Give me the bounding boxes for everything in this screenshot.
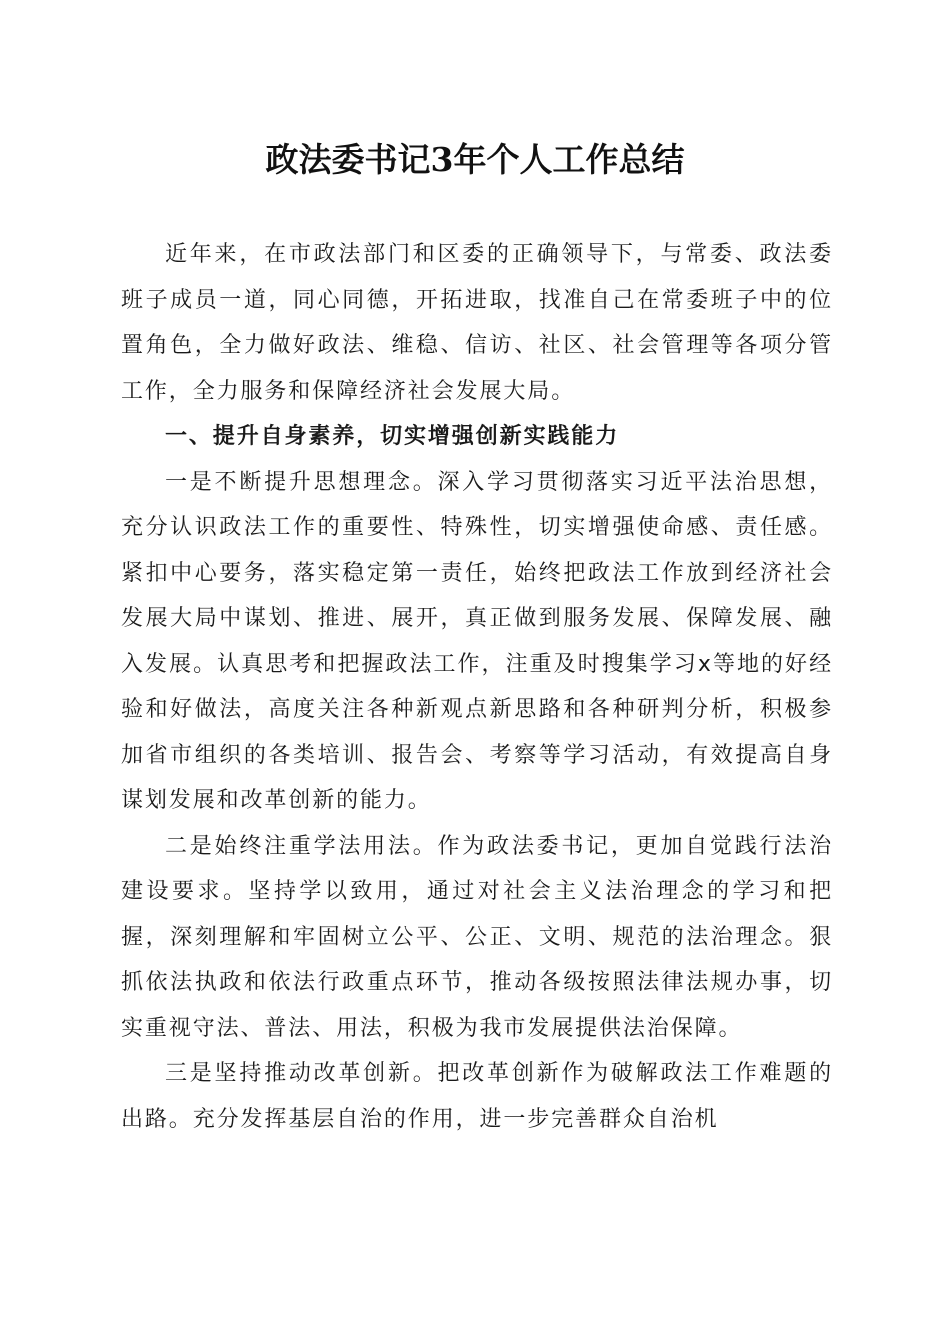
document-body [121, 232, 833, 1142]
section-heading: 一、提升自身素养，切实增强创新实践能力 [165, 424, 620, 449]
paragraph-2 [121, 824, 833, 1052]
paragraph-2-body: 作为政法委书记，更加自觉践行法治建设要求。坚持学以致用，通过对社会主义法治理念的学习和把握，深刻理解和牢固树立公平、公正、文明、规范的法治理念。狠抓依法执政和依法行政重点环节，推动各级按照法律法规办事，切实重视守法、普法、用法，积极为我市发展提供法治保障。 [121, 833, 833, 1041]
paragraph-1 [121, 460, 833, 824]
paragraph-1-body: 深入学习贯彻落实习近平法治思想，充分认识政法工作的重要性、特殊性，切实增强使命感、责任感。紧扣中心要务，落实稳定第一责任，始终把政法工作放到经济社会发展大局中谋划、推进、展开，真正做到服务发展、保障发展、融入发展。认真思考和把握政法工作，注重及时搜集学习x等地的好经验和好做法，高度关注各种新观点新思路和各种研判分析，积极参加省市组织的各类培训、报告会、考察等学习活动，有效提高自身谋划发展和改革创新的能力。 [121, 469, 833, 813]
paragraph-2-lead: 二是始终注重学法用法。 [165, 833, 438, 859]
paragraph-1-lead: 一是不断提升思想理念。 [165, 469, 438, 495]
paragraph-3-body: 把改革创新作为破解政法工作难题的出路。充分发挥基层自治的作用，进一步完善群众自治机 [121, 1061, 833, 1132]
paragraph-3-lead: 三是坚持推动改革创新。 [165, 1061, 438, 1086]
paragraph-3 [121, 1051, 833, 1142]
intro-paragraph: 近年来，在市政法部门和区委的正确领导下，与常委、政法委班子成员一道，同心同德，开拓进取，找准自己在常委班子中的位置角色，全力做好政法、维稳、信访、社区、社会管理等各项分管工作，全力服务和保障经济社会发展大局。 [121, 242, 833, 404]
document-title: 政法委书记3年个人工作总结 [265, 140, 685, 179]
